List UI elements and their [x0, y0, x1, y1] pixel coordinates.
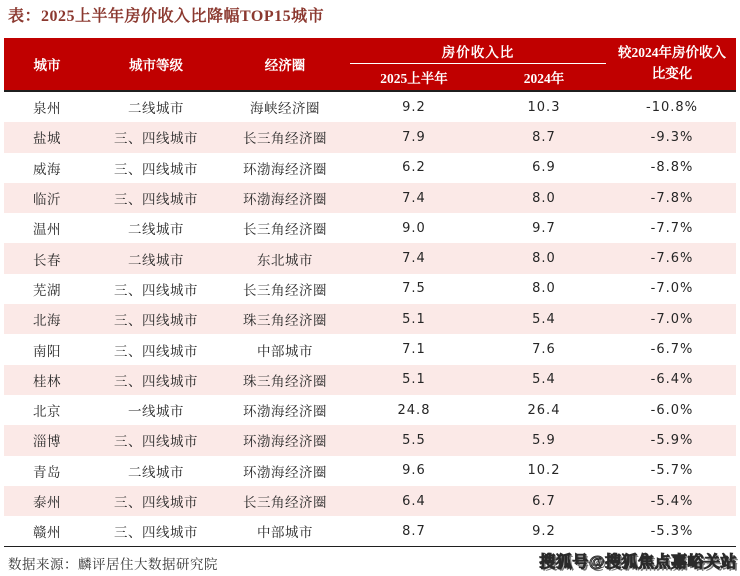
city-cell: 淄博	[33, 434, 61, 450]
ratio-2025h1-cell: 9.6	[402, 463, 426, 479]
tier-cell: 三、四线城市	[114, 161, 198, 177]
sohu-watermark: 搜狐号@搜狐焦点嘉峪关站	[539, 554, 737, 571]
table-row	[4, 92, 736, 122]
tier-cell: 三、四线城市	[114, 525, 198, 541]
data-source-note: 数据来源：麟评居住大数据研究院	[8, 557, 218, 573]
change-cell: -6.0%	[650, 402, 694, 418]
tier-cell: 三、四线城市	[114, 343, 198, 359]
tier-cell: 三、四线城市	[114, 313, 198, 329]
city-cell: 芜湖	[33, 282, 61, 298]
circle-cell: 珠三角经济圈	[243, 373, 327, 389]
table-row	[4, 425, 736, 455]
table-row	[4, 395, 736, 425]
table-row	[4, 365, 736, 395]
change-cell: -6.7%	[650, 342, 694, 358]
tier-cell: 二线城市	[128, 222, 184, 238]
header-tier: 城市等级	[129, 58, 183, 73]
circle-cell: 环渤海经济圈	[243, 404, 327, 420]
ratio-2025h1-cell: 6.4	[402, 493, 426, 509]
city-cell: 温州	[33, 222, 61, 238]
city-cell: 泉州	[33, 101, 61, 117]
tier-cell: 一线城市	[128, 404, 184, 420]
ratio-2025h1-cell: 9.2	[402, 99, 426, 115]
city-cell: 临沂	[33, 192, 61, 208]
city-cell: 威海	[33, 161, 61, 177]
ratio-2025h1-cell: 5.1	[402, 311, 426, 327]
ratio-2025h1-cell: 5.1	[402, 372, 426, 388]
tier-cell: 三、四线城市	[114, 373, 198, 389]
ratio-2024-cell: 5.9	[532, 432, 556, 448]
table-row	[4, 153, 736, 183]
circle-cell: 东北城市	[257, 252, 313, 268]
ratio-2024-cell: 5.4	[532, 311, 556, 327]
ratio-2024-cell: 6.9	[532, 160, 556, 176]
circle-cell: 中部城市	[257, 525, 313, 541]
tier-cell: 三、四线城市	[114, 192, 198, 208]
change-cell: -5.3%	[650, 523, 694, 539]
circle-cell: 海峡经济圈	[250, 101, 320, 117]
ratio-2024-cell: 8.0	[532, 281, 556, 297]
change-cell: -5.7%	[650, 463, 694, 479]
city-cell: 北京	[33, 404, 61, 420]
header-change-vs-2024: 较2024年房价收入比变化	[618, 45, 726, 81]
tier-cell: 二线城市	[128, 101, 184, 117]
ratio-2025h1-cell: 7.4	[402, 190, 426, 206]
header-2025h1: 2025上半年	[380, 71, 448, 86]
circle-cell: 环渤海经济圈	[243, 192, 327, 208]
circle-cell: 中部城市	[257, 343, 313, 359]
ratio-2025h1-cell: 7.4	[402, 251, 426, 267]
table-row	[4, 456, 736, 486]
city-cell: 泰州	[33, 495, 61, 510]
ratio-2024-cell: 26.4	[527, 402, 561, 418]
circle-cell: 长三角经济圈	[243, 131, 327, 147]
table-row	[4, 274, 736, 304]
ratio-2024-cell: 5.4	[532, 372, 556, 388]
ratio-2025h1-cell: 5.5	[402, 432, 426, 448]
ratio-2024-cell: 10.3	[527, 99, 561, 115]
ratio-2025h1-cell: 6.2	[402, 160, 426, 176]
circle-cell: 珠三角经济圈	[243, 313, 327, 329]
tier-cell: 二线城市	[128, 464, 184, 480]
city-cell: 长春	[33, 252, 61, 268]
change-cell: -5.9%	[650, 432, 694, 448]
ratio-2025h1-cell: 7.1	[402, 342, 426, 358]
tier-cell: 三、四线城市	[114, 434, 198, 450]
ratio-2025h1-cell: 9.0	[402, 220, 426, 236]
ratio-2024-cell: 8.0	[532, 190, 556, 206]
table-row	[4, 334, 736, 364]
circle-cell: 长三角经济圈	[243, 495, 327, 510]
circle-cell: 环渤海经济圈	[243, 161, 327, 177]
change-cell: -7.7%	[650, 220, 694, 236]
ratio-2025h1-cell: 8.7	[402, 523, 426, 539]
change-cell: -6.4%	[650, 372, 694, 388]
table-row	[4, 486, 736, 516]
header-ratio-group: 房价收入比	[350, 38, 606, 64]
city-cell: 北海	[33, 313, 61, 329]
ratio-2024-cell: 10.2	[527, 463, 561, 479]
city-cell: 青岛	[33, 464, 61, 480]
table-row	[4, 516, 736, 546]
change-cell: -7.6%	[650, 251, 694, 267]
tier-cell: 三、四线城市	[114, 495, 198, 510]
ratio-2025h1-cell: 24.8	[397, 402, 431, 418]
ratio-2024-cell: 6.7	[532, 493, 556, 509]
table-row	[4, 183, 736, 213]
city-cell: 赣州	[33, 525, 61, 541]
city-cell: 桂林	[33, 373, 61, 389]
header-2024: 2024年	[523, 71, 565, 86]
ratio-2024-cell: 8.7	[532, 129, 556, 145]
city-cell: 盐城	[33, 131, 61, 147]
table-row	[4, 243, 736, 273]
ratio-2024-cell: 8.0	[532, 251, 556, 267]
tier-cell: 三、四线城市	[114, 131, 198, 147]
change-cell: -7.8%	[650, 190, 694, 206]
ratio-2024-cell: 9.2	[532, 523, 556, 539]
ratio-2025h1-cell: 7.9	[402, 129, 426, 145]
circle-cell: 环渤海经济圈	[243, 434, 327, 450]
circle-cell: 长三角经济圈	[243, 222, 327, 238]
change-cell: -10.8%	[646, 99, 698, 115]
circle-cell: 环渤海经济圈	[243, 464, 327, 480]
circle-cell: 长三角经济圈	[243, 282, 327, 298]
table-row	[4, 122, 736, 152]
ratio-table	[4, 38, 736, 547]
change-cell: -7.0%	[650, 281, 694, 297]
table-body	[4, 92, 736, 547]
ratio-2025h1-cell: 7.5	[402, 281, 426, 297]
change-cell: -9.3%	[650, 129, 694, 145]
change-cell: -7.0%	[650, 311, 694, 327]
page-title: 表：2025上半年房价收入比降幅TOP15城市	[8, 8, 325, 25]
header-city: 城市	[33, 58, 61, 73]
header-economic-circle: 经济圈	[264, 58, 306, 73]
city-cell: 南阳	[33, 343, 61, 359]
tier-cell: 二线城市	[128, 252, 184, 268]
table-header	[4, 38, 736, 92]
ratio-2024-cell: 9.7	[532, 220, 556, 236]
table-row	[4, 304, 736, 334]
ratio-2024-cell: 7.6	[532, 342, 556, 358]
tier-cell: 三、四线城市	[114, 282, 198, 298]
table-row	[4, 213, 736, 243]
change-cell: -5.4%	[650, 493, 694, 509]
change-cell: -8.8%	[650, 160, 694, 176]
